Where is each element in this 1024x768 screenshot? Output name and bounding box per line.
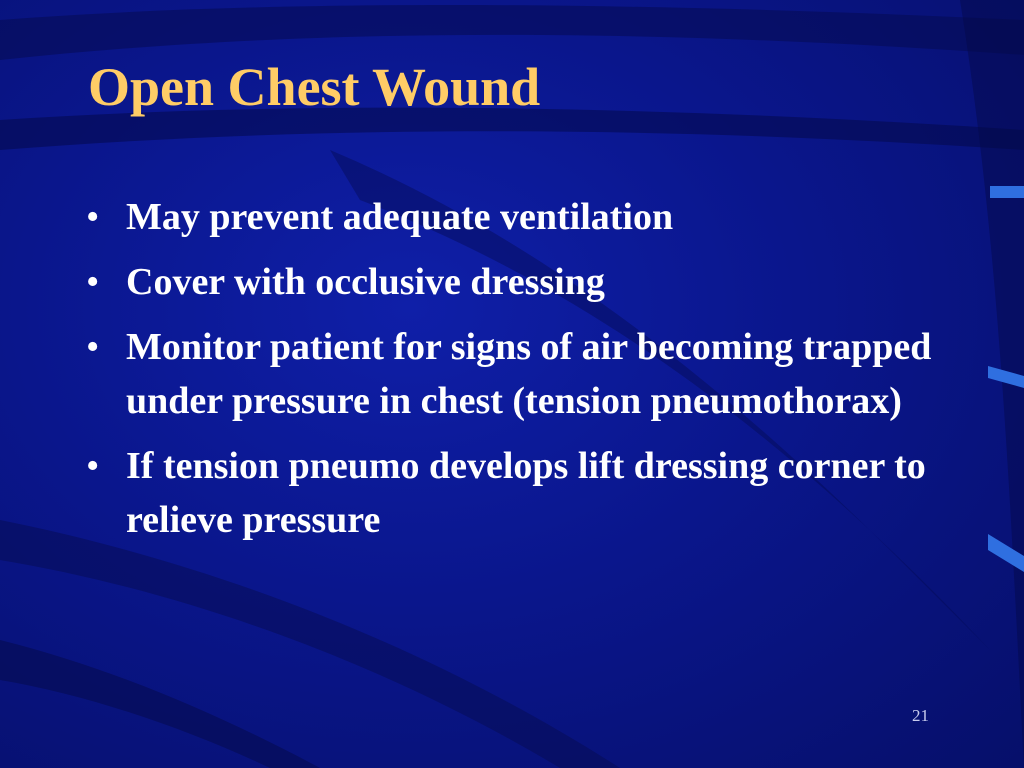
bullet-icon: • [86, 196, 100, 238]
bullet-icon: • [86, 326, 100, 368]
swoosh-bottom-left [0, 640, 320, 768]
bullet-text: Cover with occlusive dressing [126, 261, 605, 303]
bullet-item [86, 439, 946, 547]
accent-stripe-1 [990, 186, 1024, 198]
bullet-item [86, 190, 946, 244]
slide-title: Open Chest Wound [88, 57, 541, 117]
bullet-text: May prevent adequate ventilation [126, 196, 674, 238]
bullet-text: Monitor patient for signs of air becoming trapped under pressure in chest (tension pneumothorax) [126, 326, 932, 422]
bullet-item [86, 320, 946, 428]
bullet-text: If tension pneumo develops lift dressing corner to relieve pressure [126, 445, 926, 541]
bullet-list [86, 190, 946, 558]
bullet-item [86, 255, 946, 309]
swoosh-top [0, 5, 1024, 60]
bullet-icon: • [86, 261, 100, 303]
slide-number: 21 [912, 706, 929, 725]
bullet-icon: • [86, 445, 100, 487]
